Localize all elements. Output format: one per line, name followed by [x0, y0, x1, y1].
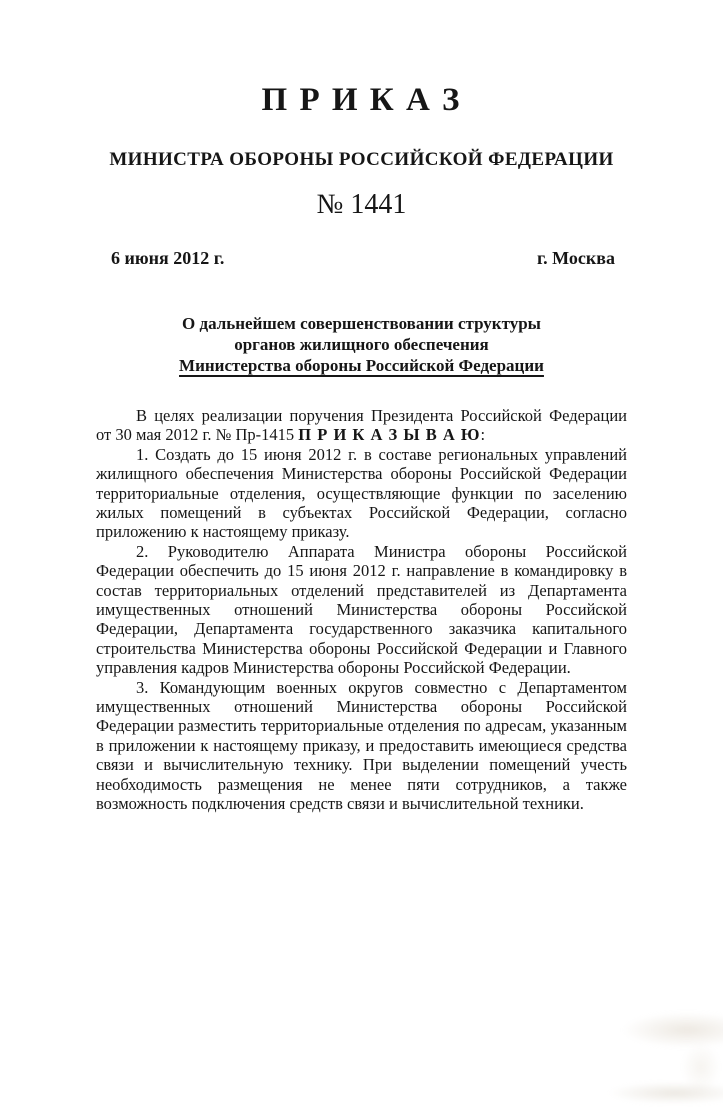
- order-item-3: 3. Командующим военных округов совместно с Департаментом имущественных отношений Министерства обороны Российской Федерации разместить территориальные отделения по адресам, указанным в приложении к настоящему приказу, и предоставить имеющиеся средства связи и вычислительную технику. При выделении помещений учесть необходимость размещения не менее пяти сотрудников, а также возможность подключения средств связи и вычислительной техники.: [96, 677, 627, 814]
- document-page: [0, 84, 723, 1108]
- subject-line-3: Министерства обороны Российской Федерации: [179, 355, 544, 375]
- order-item-2: 2. Руководителю Аппарата Министра обороны Российской Федерации обеспечить до 15 июня 2012 г. направление в командировку в состав территориальных отделений представителей из Департамента имущественных отношений Министерства обороны Российской Федерации, Департамента государственного заказчика капитального строительства Министерства обороны Российской Федерации и Главного управления кадров Министерства обороны Российской Федерации.: [96, 541, 627, 678]
- issuer-line: МИНИСТРА ОБОРОНЫ РОССИЙСКОЙ ФЕДЕРАЦИИ: [109, 149, 614, 170]
- order-number: № 1441: [316, 188, 407, 220]
- decree-word: П Р И К А З Ы В А Ю: [298, 425, 481, 445]
- document-title: П Р И К А З: [261, 82, 462, 118]
- date-place-row: [96, 248, 627, 270]
- subject-line-1: О дальнейшем совершенствовании структуры: [182, 313, 541, 333]
- document-content: [96, 84, 627, 813]
- order-place: г. Москва: [537, 248, 615, 269]
- subject-line-2: органов жилищного обеспечения: [234, 334, 489, 354]
- subject-heading: [96, 313, 627, 376]
- preamble-paragraph: [96, 406, 627, 445]
- preamble-colon: :: [480, 425, 486, 445]
- scan-artifact-top: [621, 1012, 723, 1048]
- order-body: [96, 406, 627, 814]
- preamble-text: В целях реализации поручения Президента Российской Федерации от 30 мая 2012 г. № Пр-1415: [96, 405, 627, 445]
- order-date: 6 июня 2012 г.: [111, 248, 225, 269]
- scan-artifact-bottom: [609, 1082, 723, 1104]
- order-item-1: 1. Создать до 15 июня 2012 г. в составе региональных управлений жилищного обеспечения Министерства обороны Российской Федерации территориальные отделения, осуществляющие функции по заселению жилых помещений в субъектах Российской Федерации, согласно приложению к настоящему приказу.: [96, 444, 627, 542]
- scan-artifact-middle: [681, 1042, 721, 1092]
